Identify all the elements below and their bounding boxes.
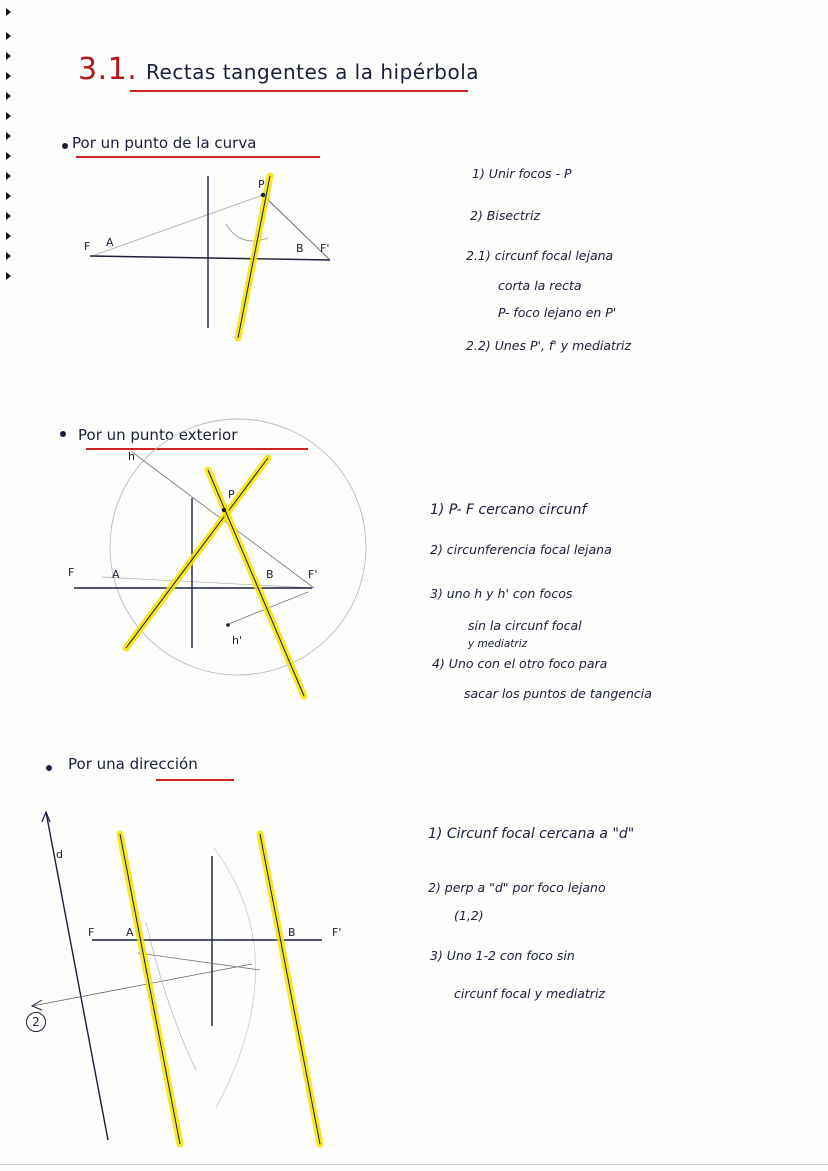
step-1-3: 2.1) circunf focal lejana xyxy=(466,248,614,263)
section-heading-underline xyxy=(76,156,320,158)
label-d: d xyxy=(56,848,63,861)
diagram-exterior-point xyxy=(62,452,352,707)
step-2-1: 1) P- F cercano circunf xyxy=(430,502,587,518)
notebook-binding-holes xyxy=(0,0,14,300)
title-text: Rectas tangentes a la hipérbola xyxy=(146,60,480,84)
step-2-5: y mediatriz xyxy=(468,638,528,650)
step-3-3: (1,2) xyxy=(454,908,484,923)
label-A: A xyxy=(106,236,114,249)
step-2-4: sin la circunf focal xyxy=(468,618,582,633)
label-F: F xyxy=(68,566,75,579)
step-1-2: 2) Bisectriz xyxy=(470,208,541,223)
label-B: B xyxy=(266,568,274,581)
step-3-2: 2) perp a "d" por foco lejano xyxy=(428,880,606,895)
section-heading-exterior-point: Por un punto exterior xyxy=(78,426,238,444)
bullet xyxy=(60,431,66,437)
label-Fp: F' xyxy=(320,242,330,255)
page-number: 2 xyxy=(32,1015,40,1029)
title-number: 3.1. xyxy=(78,52,138,87)
label-hp: h' xyxy=(232,634,242,647)
step-1-6: 2.2) Unes P', f' y mediatriz xyxy=(466,338,632,353)
section-heading-underline xyxy=(86,448,308,450)
label-B: B xyxy=(288,926,296,939)
label-Fp: F' xyxy=(308,568,318,581)
diagram-direction xyxy=(26,808,366,1148)
section-heading-underline xyxy=(156,779,234,781)
label-A: A xyxy=(112,568,120,581)
step-1-1: 1) Unir focos - P xyxy=(472,166,572,181)
bullet xyxy=(46,765,52,771)
title-underline xyxy=(130,90,468,92)
step-3-1: 1) Circunf focal cercana a "d" xyxy=(428,826,635,842)
diagram-curve-point xyxy=(80,168,340,338)
label-Fp: F' xyxy=(332,926,342,939)
label-B: B xyxy=(296,242,304,255)
label-P: P xyxy=(228,488,235,501)
label-h: h xyxy=(128,450,135,463)
step-2-6: 4) Uno con el otro foco para xyxy=(432,656,608,671)
label-P: P xyxy=(258,178,265,191)
label-F: F xyxy=(88,926,95,939)
label-A: A xyxy=(126,926,134,939)
step-3-5: circunf focal y mediatriz xyxy=(454,986,605,1001)
page-title xyxy=(78,52,479,87)
page-number-marker xyxy=(26,1012,46,1032)
step-1-5: P- foco lejano en P' xyxy=(498,305,617,320)
step-2-3: 3) uno h y h' con focos xyxy=(430,586,573,601)
step-3-4: 3) Uno 1-2 con foco sin xyxy=(430,948,575,963)
bullet xyxy=(62,143,68,149)
step-2-7: sacar los puntos de tangencia xyxy=(464,686,652,701)
section-heading-curve-point: Por un punto de la curva xyxy=(72,134,257,152)
label-F: F xyxy=(84,240,91,253)
step-1-4: corta la recta xyxy=(498,278,582,293)
bottom-rule xyxy=(0,1164,828,1165)
section-heading-direction: Por una dirección xyxy=(68,755,198,773)
step-2-2: 2) circunferencia focal lejana xyxy=(430,542,612,557)
